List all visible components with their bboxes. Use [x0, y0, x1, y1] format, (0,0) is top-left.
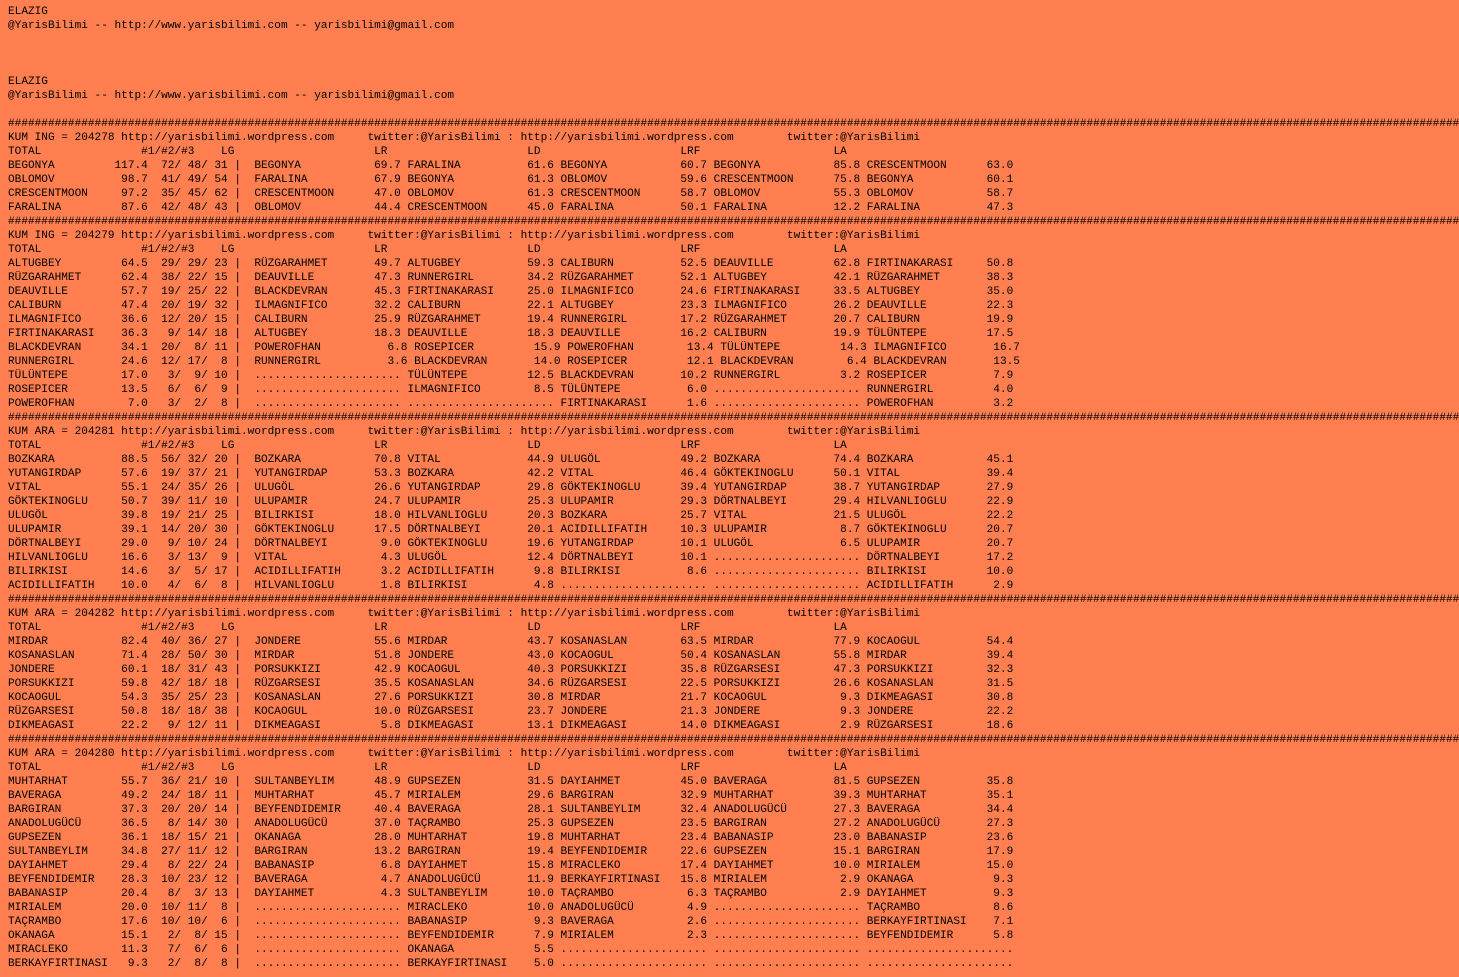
report-header-repeat: ELAZIG @YarisBilimi -- http://www.yarisbilimi.com -- yarisbilimi@gmail.com [8, 76, 455, 102]
report-header: ELAZIG @YarisBilimi -- http://www.yarisbilimi.com -- yarisbilimi@gmail.com [8, 6, 455, 32]
race-section: ########################################################################################################################################################################################################################## KUM ARA = 204282 http://yarisbilimi.wordpress.com twitter:@YarisBilimi : http://yarisbilimi.wordpress.com twitter:@YarisBilimi TOTAL #1/#2/#3 LG LR LD LRF LA MIRDAR 82.4 40/ 36/ 27 | JONDERE 55.6 MIRDAR 43.7 KOSANASLAN 63.5 MIRDAR 77.9 KOCAOGUL 54.4 KOSANASLAN 71.4 28/ 50/ 30 | MIRDAR 51.8 JONDERE 43.0 KOCAOGUL 50.4 KOSANASLAN 55.8 MIRDAR 39.4 JONDERE 60.1 18/ 31/ 43 | PORSUKKIZI 42.9 KOCAOGUL 40.3 PORSUKKIZI 35.8 RÜZGARSESI 47.3 PORSUKKIZI 32.3 PORSUKKIZI 59.8 42/ 18/ 18 | RÜZGARSESI 35.5 KOSANASLAN 34.6 RÜZGARSESI 22.5 PORSUKKIZI 26.6 KOSANASLAN 31.5 KOCAOGUL 54.3 35/ 25/ 23 | KOSANASLAN 27.6 PORSUKKIZI 30.8 MIRDAR 21.7 KOCAOGUL 9.3 DIKMEAGASI 30.8 RÜZGARSESI 50.8 18/ 18/ 38 | KOCAOGUL 10.0 RÜZGARSESI 23.7 JONDERE 21.3 JONDERE 9.3 JONDERE 22.2 DIKMEAGASI 22.2 9/ 12/ 11 | DIKMEAGASI 5.8 DIKMEAGASI 13.1 DIKMEAGASI 14.0 DIKMEAGASI 2.9 RÜZGARSESI 18.6 [8, 594, 1459, 732]
race-section: ########################################################################################################################################################################################################################## KUM ING = 204278 http://yarisbilimi.wordpress.com twitter:@YarisBilimi : http://yarisbilimi.wordpress.com twitter:@YarisBilimi TOTAL #1/#2/#3 LG LR LD LRF LA BEGONYA 117.4 72/ 48/ 31 | BEGONYA 69.7 FARALINA 61.6 BEGONYA 60.7 BEGONYA 85.8 CRESCENTMOON 63.0 OBLOMOV 98.7 41/ 49/ 54 | FARALINA 67.9 BEGONYA 61.3 OBLOMOV 59.6 CRESCENTMOON 75.8 BEGONYA 60.1 CRESCENTMOON 97.2 35/ 45/ 62 | CRESCENTMOON 47.0 OBLOMOV 61.3 CRESCENTMOON 58.7 OBLOMOV 55.3 OBLOMOV 58.7 FARALINA 87.6 42/ 48/ 43 | OBLOMOV 44.4 CRESCENTMOON 45.0 FARALINA 50.1 FARALINA 12.2 FARALINA 47.3 [8, 118, 1459, 214]
race-section: ########################################################################################################################################################################################################################## KUM ARA = 204280 http://yarisbilimi.wordpress.com twitter:@YarisBilimi : http://yarisbilimi.wordpress.com twitter:@YarisBilimi TOTAL #1/#2/#3 LG LR LD LRF LA MUHTARHAT 55.7 36/ 21/ 10 | SULTANBEYLIM 48.9 GUPSEZEN 31.5 DAYIAHMET 45.0 BAVERAGA 81.5 GUPSEZEN 35.8 BAVERAGA 49.2 24/ 18/ 11 | MUHTARHAT 45.7 MIRIALEM 29.6 BARGIRAN 32.9 MUHTARHAT 39.3 MUHTARHAT 35.1 BARGIRAN 37.3 20/ 20/ 14 | BEYFENDIDEMIR 40.4 BAVERAGA 28.1 SULTANBEYLIM 32.4 ANADOLUGÜCÜ 27.3 BAVERAGA 34.4 ANADOLUGÜCÜ 36.5 8/ 14/ 30 | ANADOLUGÜCÜ 37.0 TAÇRAMBO 25.3 GUPSEZEN 23.5 BARGIRAN 27.2 ANADOLUGÜCÜ 27.3 GUPSEZEN 36.1 18/ 15/ 21 | OKANAGA 28.0 MUHTARHAT 19.8 MUHTARHAT 23.4 BABANASIP 23.0 BABANASIP 23.6 SULTANBEYLIM 34.8 27/ 11/ 12 | BARGIRAN 13.2 BARGIRAN 19.4 BEYFENDIDEMIR 22.6 GUPSEZEN 15.1 BARGIRAN 17.9 DAYIAHMET 29.4 8/ 22/ 24 | BABANASIP 6.8 DAYIAHMET 15.8 MIRACLEKO 17.4 DAYIAHMET 10.0 MIRIALEM 15.0 BEYFENDIDEMIR 28.3 10/ 23/ 12 | BAVERAGA 4.7 ANADOLUGÜCÜ 11.9 BERKAYFIRTINASI 15.8 MIRIALEM 2.9 OKANAGA 9.3 BABANASIP 20.4 8/ 3/ 13 | DAYIAHMET 4.3 SULTANBEYLIM 10.0 TAÇRAMBO 6.3 TAÇRAMBO 2.9 DAYIAHMET 9.3 MIRIALEM 20.0 10/ 11/ 8 | ...................... MIRACLEKO 10.0 ANADOLUGÜCÜ 4.9 ...................... TAÇRAMBO 8.6 TAÇRAMBO 17.6 10/ 10/ 6 | ...................... BABANASIP 9.3 BAVERAGA 2.6 ...................... BERKAYFIRTINASI 7.1 OKANAGA 15.1 2/ 8/ 15 | ...................... BEYFENDIDEMIR 7.9 MIRIALEM 2.3 ...................... BEYFENDIDEMIR 5.8 MIRACLEKO 11.3 7/ 6/ 6 | ...................... OKANAGA 5.5 ...................... ...................... ...................... BERKAYFIRTINASI 9.3 2/ 8/ 8 | ...................... BERKAYFIRTINASI 5.0 ...................... ...................... ...................... [8, 734, 1459, 970]
race-section: ########################################################################################################################################################################################################################## KUM ING = 204279 http://yarisbilimi.wordpress.com twitter:@YarisBilimi : http://yarisbilimi.wordpress.com twitter:@YarisBilimi TOTAL #1/#2/#3 LG LR LD LRF LA ALTUGBEY 64.5 29/ 29/ 23 | RÜZGARAHMET 49.7 ALTUGBEY 59.3 CALIBURN 52.5 DEAUVILLE 62.8 FIRTINAKARASI 50.8 RÜZGARAHMET 62.4 38/ 22/ 15 | DEAUVILLE 47.3 RUNNERGIRL 34.2 RÜZGARAHMET 52.1 ALTUGBEY 42.1 RÜZGARAHMET 38.3 DEAUVILLE 57.7 19/ 25/ 22 | BLACKDEVRAN 45.3 FIRTINAKARASI 25.0 ILMAGNIFICO 24.6 FIRTINAKARASI 33.5 ALTUGBEY 35.0 CALIBURN 47.4 20/ 19/ 32 | ILMAGNIFICO 32.2 CALIBURN 22.1 ALTUGBEY 23.3 ILMAGNIFICO 26.2 DEAUVILLE 22.3 ILMAGNIFICO 36.6 12/ 20/ 15 | CALIBURN 25.9 RÜZGARAHMET 19.4 RUNNERGIRL 17.2 RÜZGARAHMET 20.7 CALIBURN 19.9 FIRTINAKARASI 36.3 9/ 14/ 18 | ALTUGBEY 18.3 DEAUVILLE 18.3 DEAUVILLE 16.2 CALIBURN 19.9 TÜLÜNTEPE 17.5 BLACKDEVRAN 34.1 20/ 8/ 11 | POWEROFHAN 6.8 ROSEPICER 15.9 POWEROFHAN 13.4 TÜLÜNTEPE 14.3 ILMAGNIFICO 16.7 RUNNERGIRL 24.6 12/ 17/ 8 | RUNNERGIRL 3.6 BLACKDEVRAN 14.0 ROSEPICER 12.1 BLACKDEVRAN 6.4 BLACKDEVRAN 13.5 TÜLÜNTEPE 17.0 3/ 9/ 10 | ...................... TÜLÜNTEPE 12.5 BLACKDEVRAN 10.2 RUNNERGIRL 3.2 ROSEPICER 7.9 ROSEPICER 13.5 6/ 6/ 9 | ...................... ILMAGNIFICO 8.5 TÜLÜNTEPE 6.0 ...................... RUNNERGIRL 4.0 POWEROFHAN 7.0 3/ 2/ 8 | ...................... ...................... FIRTINAKARASI 1.6 ...................... POWEROFHAN 3.2 [8, 216, 1459, 410]
race-section: ########################################################################################################################################################################################################################## KUM ARA = 204281 http://yarisbilimi.wordpress.com twitter:@YarisBilimi : http://yarisbilimi.wordpress.com twitter:@YarisBilimi TOTAL #1/#2/#3 LG LR LD LRF LA BOZKARA 88.5 56/ 32/ 20 | BOZKARA 70.8 VITAL 44.9 ULUGÖL 49.2 BOZKARA 74.4 BOZKARA 45.1 YUTANGIRDAP 57.6 19/ 37/ 21 | YUTANGIRDAP 53.3 BOZKARA 42.2 VITAL 46.4 GÖKTEKINOGLU 50.1 VITAL 39.4 VITAL 55.1 24/ 35/ 26 | ULUGÖL 26.6 YUTANGIRDAP 29.8 GÖKTEKINOGLU 39.4 YUTANGIRDAP 38.7 YUTANGIRDAP 27.9 GÖKTEKINOGLU 50.7 39/ 11/ 10 | ULUPAMIR 24.7 ULUPAMIR 25.3 ULUPAMIR 29.3 DÖRTNALBEYI 29.4 HILVANLIOGLU 22.9 ULUGÖL 39.8 19/ 21/ 25 | BILIRKISI 18.0 HILVANLIOGLU 20.3 BOZKARA 25.7 VITAL 21.5 ULUGÖL 22.2 ULUPAMIR 39.1 14/ 20/ 30 | GÖKTEKINOGLU 17.5 DÖRTNALBEYI 20.1 ACIDILLIFATIH 10.3 ULUPAMIR 8.7 GÖKTEKINOGLU 20.7 DÖRTNALBEYI 29.0 9/ 10/ 24 | DÖRTNALBEYI 9.0 GÖKTEKINOGLU 19.6 YUTANGIRDAP 10.1 ULUGÖL 6.5 ULUPAMIR 20.7 HILVANLIOGLU 16.6 3/ 13/ 9 | VITAL 4.3 ULUGÖL 12.4 DÖRTNALBEYI 10.1 ...................... DÖRTNALBEYI 17.2 BILIRKISI 14.6 3/ 5/ 17 | ACIDILLIFATIH 3.2 ACIDILLIFATIH 9.8 BILIRKISI 8.6 ...................... BILIRKISI 10.0 ACIDILLIFATIH 10.0 4/ 6/ 8 | HILVANLIOGLU 1.8 BILIRKISI 4.8 ...................... ...................... ACIDILLIFATIH 2.9 [8, 412, 1459, 592]
